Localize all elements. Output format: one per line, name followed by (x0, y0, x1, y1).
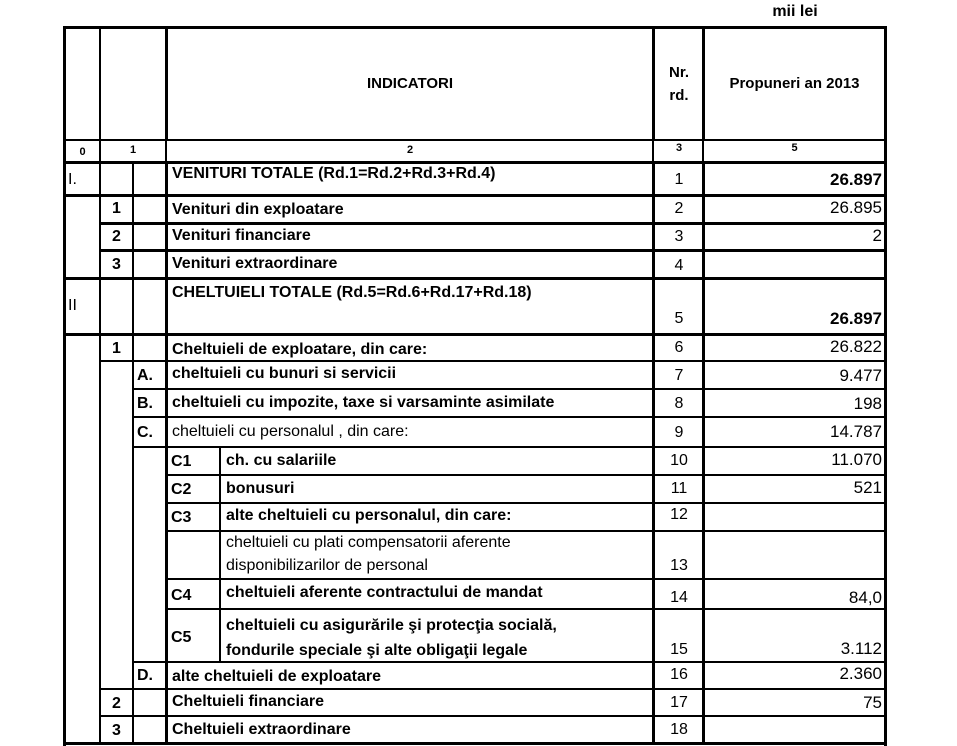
row-17-text: Cheltuieli financiare (172, 693, 325, 710)
row-16-text: alte cheltuieli de exploatare (172, 668, 381, 685)
row-12-level3: C3 (171, 509, 192, 526)
table-border-right (884, 26, 887, 746)
row-13-text-line2: disponibilizarilor de personal (226, 557, 428, 574)
row-17-value: 75 (863, 693, 882, 712)
row-4-level1: 3 (112, 256, 121, 273)
unit-label: mii lei (772, 3, 818, 20)
row-15-nr: 15 (670, 641, 688, 658)
row-4-text: Venituri extraordinare (172, 255, 338, 272)
row-2-level1: 1 (112, 200, 121, 217)
row-8-nr: 8 (674, 395, 684, 412)
row-11-level3: C2 (171, 481, 192, 498)
row-line-14 (165, 608, 887, 610)
row-15-value: 3.112 (840, 639, 882, 658)
row-15-text-line1: cheltuieli cu asigurările şi protecţia socială, (226, 617, 557, 634)
index-col-2: 2 (406, 144, 414, 156)
row-5-nr: 5 (674, 310, 684, 327)
row-10-level3: C1 (171, 453, 192, 470)
header-indicatori: INDICATORI (366, 75, 454, 92)
row-10-text: ch. cu salariile (226, 452, 337, 469)
row-12-text: alte cheltuieli cu personalul, din care: (226, 507, 512, 524)
row-7-level2: A. (137, 367, 153, 384)
row-line-7 (132, 388, 887, 390)
table-border-top (63, 26, 887, 29)
row-line-17 (99, 715, 887, 717)
row-line-10 (165, 474, 887, 476)
row-18-text: Cheltuieli extraordinare (172, 721, 351, 738)
row-line-15 (132, 661, 887, 663)
row-line-12 (165, 530, 887, 532)
index-row-bottom-line (63, 161, 887, 164)
index-col-1: 1 (129, 144, 137, 156)
row-8-value: 198 (853, 394, 882, 413)
row-5-level0: II (68, 297, 77, 314)
row-3-level1: 2 (112, 228, 121, 245)
row-17-level1: 2 (112, 695, 121, 712)
header-divider-1 (99, 26, 101, 140)
row-1-value: 26.897 (830, 170, 882, 189)
row-14-level3: C4 (171, 587, 192, 604)
row-4-nr: 4 (674, 257, 684, 274)
row-2-text: Venituri din exploatare (172, 201, 344, 218)
row-15-level3: C5 (171, 629, 192, 646)
row-line-9 (132, 446, 887, 448)
row-12-nr: 12 (670, 506, 688, 523)
row-18-level1: 3 (112, 722, 121, 739)
header-nr-rd-line2: rd. (669, 87, 689, 104)
index-divider-3 (652, 140, 654, 163)
row-11-nr: 11 (670, 480, 688, 497)
row-line-3 (99, 249, 887, 252)
header-propuneri: Propuneri an 2013 (729, 75, 860, 92)
row-1-nr: 1 (674, 171, 684, 188)
row-16-value: 2.360 (839, 664, 882, 683)
row-11-text: bonusuri (226, 480, 295, 497)
row-3-value: 2 (872, 226, 882, 245)
row-line-8 (132, 416, 887, 418)
row-7-value: 9.477 (839, 366, 882, 385)
row-14-text: cheltuieli aferente contractului de mandat (226, 584, 543, 601)
index-col-5: 5 (791, 142, 798, 154)
row-line-4 (63, 277, 887, 280)
row-line-2 (99, 222, 887, 225)
index-col-0: 0 (79, 146, 86, 158)
row-3-text: Venituri financiare (172, 227, 311, 244)
row-9-value: 14.787 (830, 422, 882, 441)
row-6-text: Cheltuieli de exploatare, din care: (172, 341, 428, 358)
table-border-left (63, 26, 66, 746)
row-16-nr: 16 (670, 666, 688, 683)
row-17-nr: 17 (670, 694, 688, 711)
row-6-nr: 6 (674, 339, 684, 356)
row-11-value: 521 (853, 478, 882, 497)
row-line-6 (99, 360, 887, 362)
index-divider-2 (165, 140, 167, 163)
row-6-value: 26.822 (830, 337, 882, 356)
row-1-text: VENITURI TOTALE (Rd.1=Rd.2+Rd.3+Rd.4) (172, 165, 496, 182)
row-2-nr: 2 (674, 200, 684, 217)
index-col-3: 3 (675, 142, 683, 154)
row-13-text-line1: cheltuieli cu plati compensatorii aferente (226, 534, 511, 551)
row-10-value: 11.070 (831, 450, 882, 469)
table-border-bottom (63, 742, 887, 745)
row-line-11 (165, 502, 887, 504)
row-line-16 (99, 688, 887, 690)
row-5-text: CHELTUIELI TOTALE (Rd.5=Rd.6+Rd.17+Rd.18) (172, 284, 532, 301)
col-divider-level3 (219, 447, 221, 662)
row-5-value: 26.897 (830, 309, 882, 328)
row-1-level0: I. (68, 171, 77, 188)
row-15-text-line2: fondurile speciale şi alte obligaţii legale (226, 642, 528, 659)
header-bottom-line (63, 139, 887, 141)
row-10-nr: 10 (670, 452, 688, 469)
row-7-text: cheltuieli cu bunuri si servicii (172, 365, 397, 382)
row-13-nr: 13 (670, 557, 688, 574)
row-7-nr: 7 (674, 367, 684, 384)
row-9-level2: C. (137, 424, 153, 441)
row-2-value: 26.895 (830, 198, 882, 217)
header-nr-rd-line1: Nr. (668, 64, 689, 81)
row-8-text: cheltuieli cu impozite, taxe si varsaminte asimilate (172, 394, 555, 411)
row-14-nr: 14 (670, 589, 688, 606)
row-9-text: cheltuieli cu personalul , din care: (172, 423, 409, 440)
row-line-1 (63, 194, 887, 197)
row-8-level2: B. (137, 395, 153, 412)
row-14-value: 84,0 (848, 588, 882, 607)
row-line-5 (63, 333, 887, 336)
row-18-nr: 18 (670, 721, 688, 738)
row-9-nr: 9 (674, 424, 684, 441)
row-3-nr: 3 (674, 228, 684, 245)
row-6-level1: 1 (112, 340, 121, 357)
row-line-13 (165, 578, 887, 580)
row-16-level2: D. (137, 667, 153, 684)
